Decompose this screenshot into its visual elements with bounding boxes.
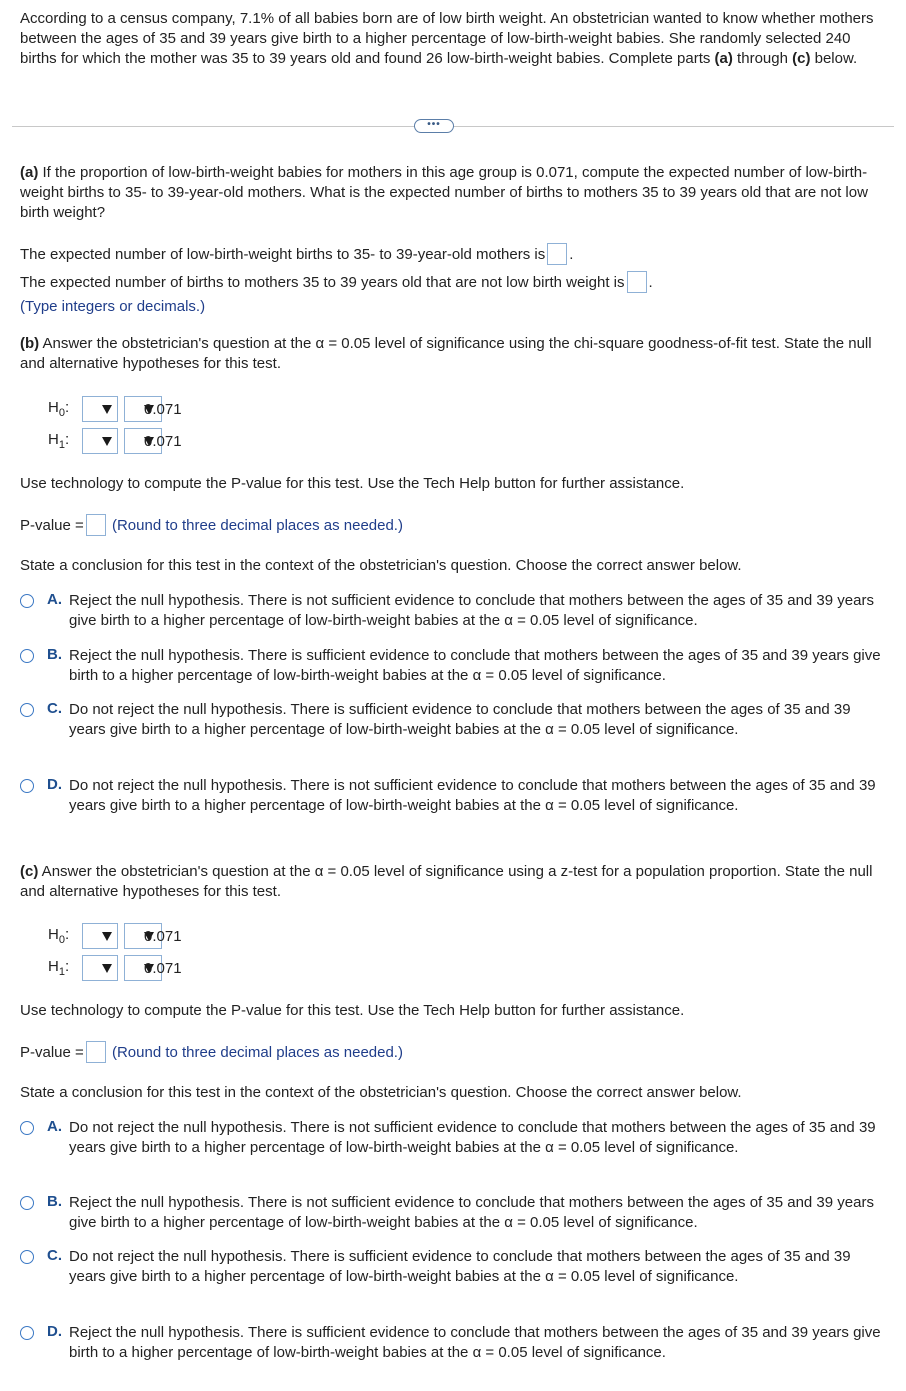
part-b-option-a[interactable]: A. Reject the null hypothesis. There is not sufficient evidence to conclude that mothers between the ages of 35 and 39 years give birth to a higher percentage of low-birth-weight babies at the α = 0.05 level of significance.	[20, 591, 890, 631]
radio-button[interactable]	[20, 779, 34, 793]
radio-button[interactable]	[20, 594, 34, 608]
part-b-h1-value: 0.071	[144, 432, 182, 450]
dropdown-arrow-icon	[102, 437, 112, 446]
part-c-pvalue-input[interactable]	[86, 1041, 106, 1063]
h1-label: $H_1$:	[48, 958, 70, 978]
part-b-h1-row	[48, 428, 182, 454]
part-b-h0-param-dropdown[interactable]	[82, 396, 118, 422]
part-a-hint: (Type integers or decimals.)	[20, 298, 206, 315]
part-b-option-b[interactable]: B. Reject the null hypothesis. There is sufficient evidence to conclude that mothers between the ages of 35 and 39 years give birth to a higher percentage of low-birth-weight babies at the α = 0.05 level of significance.	[20, 646, 890, 686]
part-b-pvalue-input[interactable]	[86, 514, 106, 536]
part-a-question-text: If the proportion of low-birth-weight babies for mothers in this age group is 0.071, compute the expected number of low-birth-weight births to 35- to 39-year-old mothers. What is the expected number of births to mothers 35 to 39 years old that are not low birth weight?	[20, 164, 868, 221]
expected-low-weight-input[interactable]	[547, 243, 567, 265]
part-b-pvalue-row	[20, 515, 403, 537]
part-b-question-text: Answer the obstetrician's question at the α = 0.05 level of significance using the chi-square goodness-of-fit test. State the null and alternative hypotheses for this test.	[20, 335, 872, 372]
pvalue-label: P-value =	[20, 516, 84, 534]
part-c-h1-param-dropdown[interactable]	[82, 955, 118, 981]
part-b-tech-text: Use technology to compute the P-value for this test. Use the Tech Help button for further assistance.	[20, 475, 685, 492]
part-b-option-c[interactable]: C. Do not reject the null hypothesis. There is sufficient evidence to conclude that mothers between the ages of 35 and 39 years give birth to a higher percentage of low-birth-weight babies at the α = 0.05 level of significance.	[20, 700, 890, 740]
expand-more-button[interactable]: •••	[414, 119, 454, 133]
part-c-question	[20, 862, 880, 902]
part-b-option-d[interactable]: D. Do not reject the null hypothesis. There is not sufficient evidence to conclude that mothers between the ages of 35 and 39 years give birth to a higher percentage of low-birth-weight babies at the α = 0.05 level of significance.	[20, 776, 890, 816]
part-c-option-d[interactable]: D. Reject the null hypothesis. There is sufficient evidence to conclude that mothers between the ages of 35 and 39 years give birth to a higher percentage of low-birth-weight babies at the α = 0.05 level of significance.	[20, 1323, 890, 1363]
part-b-h0-row	[48, 396, 182, 422]
radio-button[interactable]	[20, 1121, 34, 1135]
part-c-pvalue-row	[20, 1042, 403, 1064]
part-b-h0-value: 0.071	[144, 400, 182, 418]
radio-button[interactable]	[20, 1196, 34, 1210]
intro-text: According to a census company, 7.1% of all babies born are of low birth weight. An obstetrician wanted to know whether mothers between the ages of 35 and 39 years give birth to a higher percentage of low-birth-weight babies. She randomly selected 240 births for which the mother was 35 to 39 years old and found 26 low-birth-weight babies. Complete parts	[20, 10, 874, 67]
part-b-h1-param-dropdown[interactable]	[82, 428, 118, 454]
radio-button[interactable]	[20, 1326, 34, 1340]
part-b-label: (b)	[20, 335, 40, 352]
dropdown-arrow-icon	[102, 932, 112, 941]
dropdown-arrow-icon	[102, 405, 112, 414]
part-c-h0-value: 0.071	[144, 927, 182, 945]
part-c-tech-text: Use technology to compute the P-value for this test. Use the Tech Help button for further assistance.	[20, 1002, 685, 1019]
intro-part-c: (c)	[792, 50, 811, 67]
part-c-option-a[interactable]: A. Do not reject the null hypothesis. There is not sufficient evidence to conclude that mothers between the ages of 35 and 39 years give birth to a higher percentage of low-birth-weight babies at the α = 0.05 level of significance.	[20, 1118, 890, 1158]
problem-statement	[20, 9, 890, 69]
period: .	[648, 273, 653, 291]
part-a-line2	[20, 272, 653, 294]
part-c-h0-param-dropdown[interactable]	[82, 923, 118, 949]
radio-button[interactable]	[20, 649, 34, 663]
part-c-option-b[interactable]: B. Reject the null hypothesis. There is not sufficient evidence to conclude that mothers between the ages of 35 and 39 years give birth to a higher percentage of low-birth-weight babies at the α = 0.05 level of significance.	[20, 1193, 890, 1233]
intro-below: below.	[810, 50, 858, 67]
dropdown-arrow-icon	[102, 964, 112, 973]
h0-label: $H_0$:	[48, 399, 70, 419]
intro-part-a: (a)	[714, 50, 733, 67]
part-a-label: (a)	[20, 164, 39, 181]
pvalue-hint: (Round to three decimal places as needed.)	[111, 1043, 403, 1061]
pvalue-hint: (Round to three decimal places as needed.)	[111, 516, 403, 534]
period: .	[569, 245, 574, 263]
part-b-conclusion-prompt: State a conclusion for this test in the context of the obstetrician's question. Choose the correct answer below.	[20, 557, 742, 574]
part-c-option-c[interactable]: C. Do not reject the null hypothesis. There is sufficient evidence to conclude that mothers between the ages of 35 and 39 years give birth to a higher percentage of low-birth-weight babies at the α = 0.05 level of significance.	[20, 1247, 890, 1287]
part-c-conclusion-prompt: State a conclusion for this test in the context of the obstetrician's question. Choose the correct answer below.	[20, 1084, 742, 1101]
h1-label: $H_1$:	[48, 431, 70, 451]
pvalue-label: P-value =	[20, 1043, 84, 1061]
part-c-h1-value: 0.071	[144, 959, 182, 977]
intro-through: through	[732, 50, 793, 67]
part-c-label: (c)	[20, 863, 39, 880]
part-a-line2-text: The expected number of births to mothers 35 to 39 years old that are not low birth weight is	[20, 273, 625, 291]
h0-label: $H_0$:	[48, 926, 70, 946]
part-c-h0-row	[48, 923, 182, 949]
part-a-question	[20, 163, 880, 223]
expected-not-low-weight-input[interactable]	[627, 271, 647, 293]
part-b-question	[20, 334, 880, 374]
part-a-line1-text: The expected number of low-birth-weight births to 35- to 39-year-old mothers is	[20, 245, 546, 263]
radio-button[interactable]	[20, 703, 34, 717]
part-a-line1	[20, 244, 573, 266]
part-c-question-text: Answer the obstetrician's question at the α = 0.05 level of significance using a z-test for a population proportion. State the null and alternative hypotheses for this test.	[20, 863, 873, 900]
part-c-h1-row	[48, 955, 182, 981]
radio-button[interactable]	[20, 1250, 34, 1264]
